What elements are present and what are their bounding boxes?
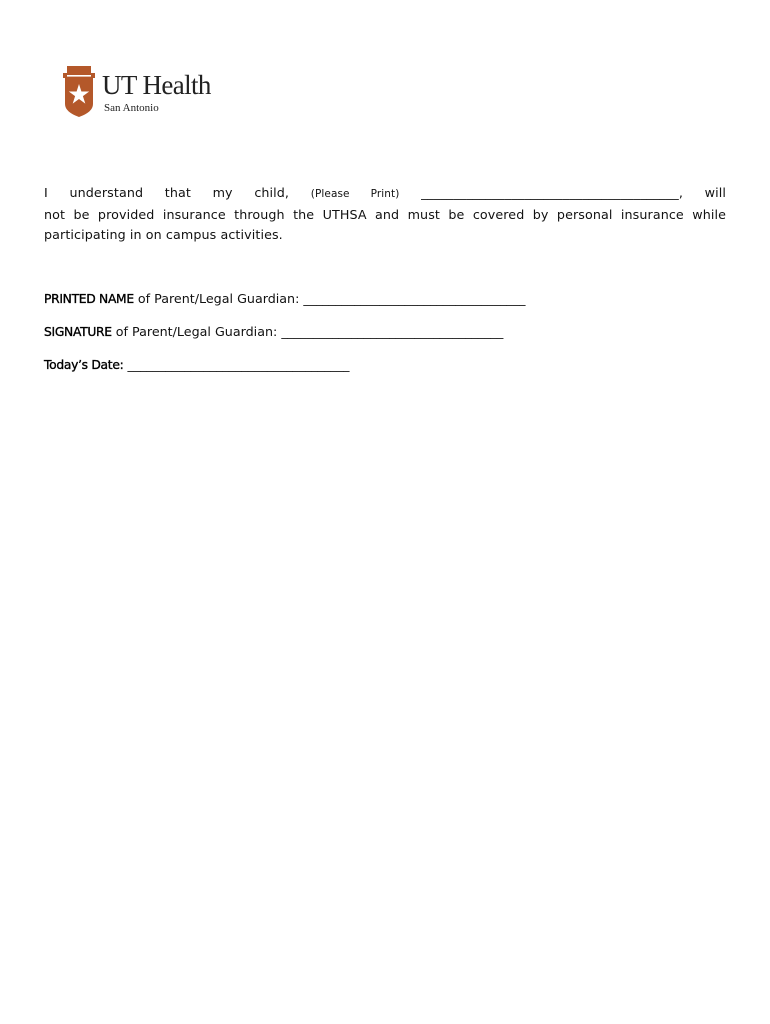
printed-name-lead: PRINTED NAME <box>44 292 134 306</box>
printed-name-blank[interactable]: ___________________________________ <box>303 291 526 306</box>
statement-after-blank: , will <box>678 185 727 200</box>
date-lead: Today’s Date: <box>44 358 124 372</box>
statement-intro: I understand that my child, <box>44 185 290 200</box>
statement-first-line <box>44 183 726 205</box>
printed-name-label: of Parent/Legal Guardian: <box>133 291 304 306</box>
child-name-blank[interactable]: ________________________________________ <box>421 185 679 200</box>
ut-shield-icon <box>62 64 96 118</box>
signature-label: of Parent/Legal Guardian: <box>111 324 282 339</box>
statement-paragraph <box>44 183 726 246</box>
signature-lead: SIGNATURE <box>44 325 112 339</box>
signature-field <box>44 323 503 341</box>
date-blank[interactable]: ___________________________________ <box>127 357 350 372</box>
date-field <box>44 356 350 374</box>
signature-blank[interactable]: ___________________________________ <box>281 324 504 339</box>
logo-title: UT Health <box>102 70 211 100</box>
printed-name-field <box>44 290 525 308</box>
print-hint: (Please Print) <box>310 188 400 200</box>
statement-rest: not be provided insurance through the UTHSA and must be covered by personal insurance while participating in on campus activities. <box>44 206 726 242</box>
logo-subtitle: San Antonio <box>104 102 159 114</box>
ut-health-logo <box>62 64 222 120</box>
